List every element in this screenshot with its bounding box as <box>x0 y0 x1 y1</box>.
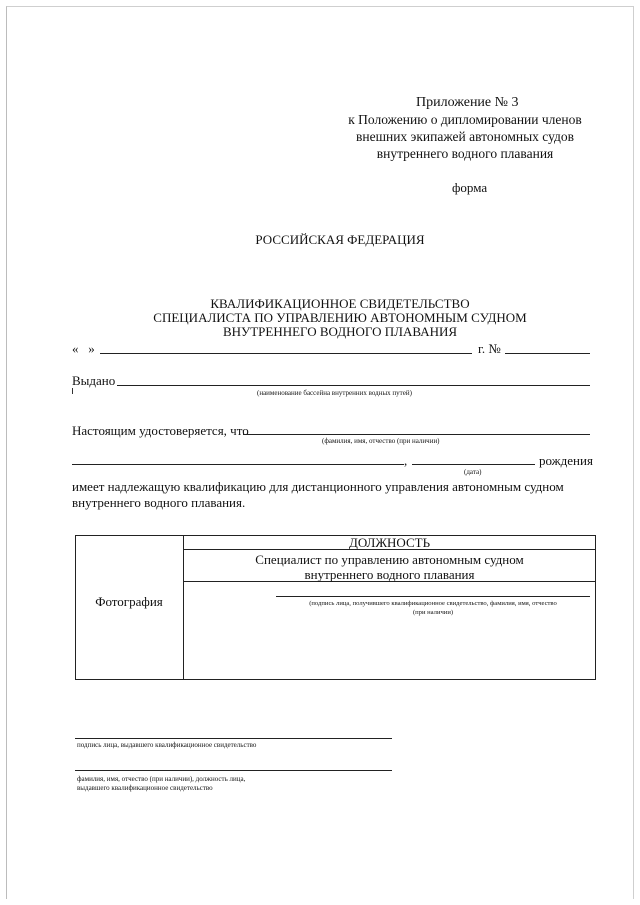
appendix-line-2: внешних экипажей автономных судов <box>356 129 574 144</box>
certificate-title-line-1: КВАЛИФИКАЦИОННОЕ СВИДЕТЕЛЬСТВО <box>210 296 470 311</box>
comma: , <box>404 453 408 468</box>
holder-name-hint: (фамилия, имя, отчество (при наличии) <box>322 437 440 445</box>
issuer-name-hint-1: фамилия, имя, отчество (при наличии), должность лица, <box>77 775 246 783</box>
issuer-signature-hint: подпись лица, выдавшего квалификационное свидетельство <box>77 741 257 749</box>
issuer-name-hint-2: выдавшего квалификационное свидетельство <box>77 784 213 792</box>
issued-field[interactable] <box>117 385 590 386</box>
issued-hint: (наименование бассейна внутренних водных путей) <box>257 389 412 397</box>
birth-date-field[interactable] <box>412 464 535 465</box>
photo-label: Фотография <box>95 594 163 609</box>
date-quotes: « » <box>72 341 95 356</box>
appendix-number: Приложение № 3 <box>416 95 519 110</box>
issuer-name-field[interactable] <box>75 770 392 771</box>
issued-label: Выдано <box>72 373 116 388</box>
birth-label: рождения <box>539 453 593 468</box>
holder-name-field[interactable] <box>243 434 590 435</box>
holder-signature-field[interactable] <box>276 596 590 597</box>
year-number-label: г. № <box>478 341 501 356</box>
certificate-title-line-3: ВНУТРЕННЕГО ВОДНОГО ПЛАВАНИЯ <box>222 324 458 339</box>
issuer-signature-field[interactable] <box>75 738 392 739</box>
number-field[interactable] <box>505 353 590 354</box>
certify-label: Настоящим удостоверяется, что <box>72 423 249 438</box>
holder-name-field-2[interactable] <box>72 464 404 465</box>
certificate-title-line-2: СПЕЦИАЛИСТА ПО УПРАВЛЕНИЮ АВТОНОМНЫМ СУДНОМ <box>153 310 527 325</box>
scan-mark <box>72 388 73 394</box>
form-label: форма <box>452 180 488 195</box>
qualification-text: имеет надлежащую квалификацию для дистанционного управления автономным судном внутреннего водного плавания. <box>72 479 564 510</box>
position-line-2: внутреннего водного плавания <box>304 567 475 582</box>
country-name: РОССИЙСКАЯ ФЕДЕРАЦИЯ <box>255 232 425 247</box>
position-line-1: Специалист по управлению автономным судном <box>255 552 524 567</box>
date-field[interactable] <box>100 353 472 354</box>
appendix-line-1: к Положению о дипломировании членов <box>348 112 582 127</box>
holder-signature-hint-1: (подпись лица, получившего квалификационное свидетельство, фамилия, имя, отчество <box>309 600 557 607</box>
position-header: ДОЛЖНОСТЬ <box>348 535 431 550</box>
holder-signature-hint-2: (при наличии) <box>412 609 454 616</box>
date-hint: (дата) <box>464 468 482 476</box>
appendix-line-3: внутреннего водного плавания <box>376 146 554 161</box>
